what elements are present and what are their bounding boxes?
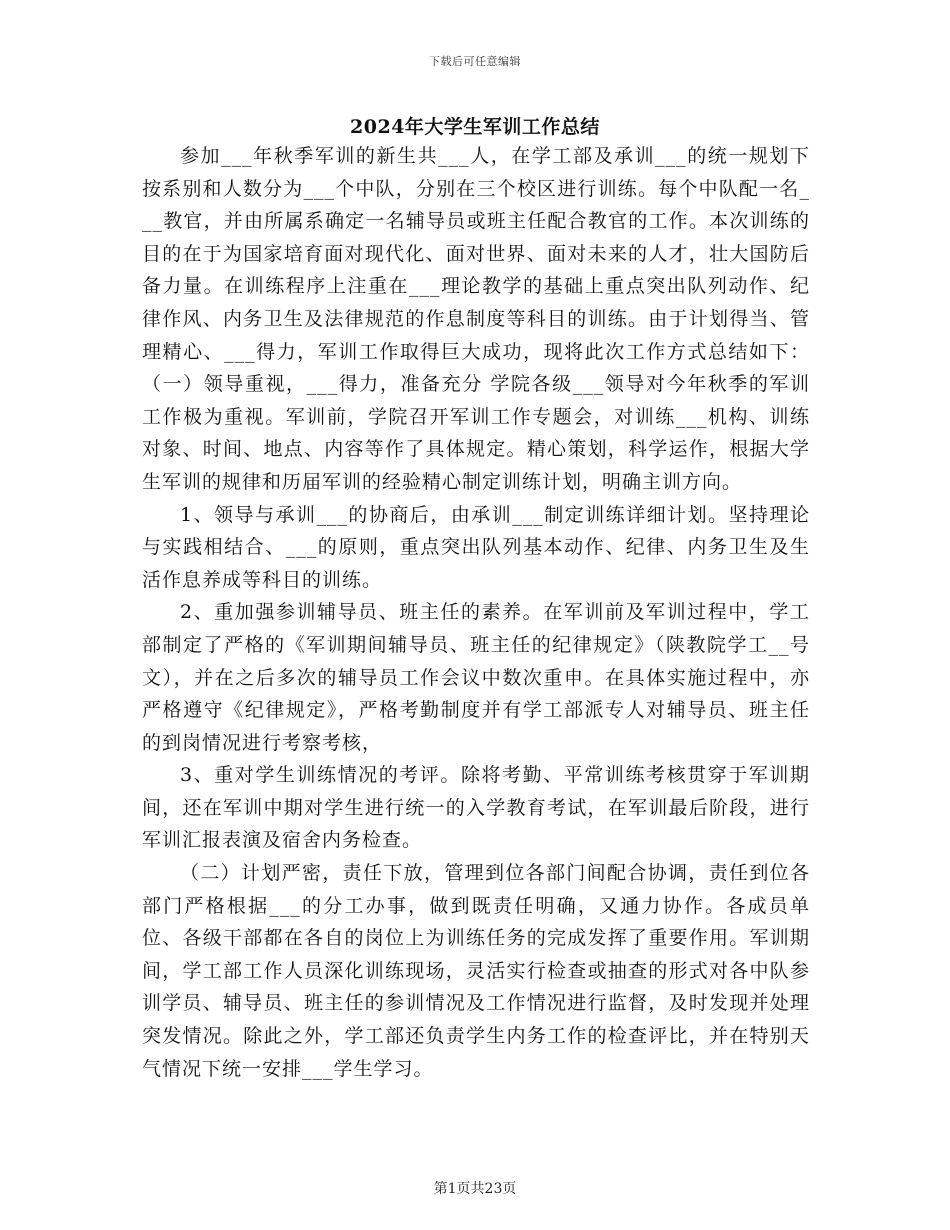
document-title: 2024年大学生军训工作总结 xyxy=(350,116,600,138)
document-body xyxy=(142,140,810,1085)
paragraph-intro: 参加___年秋季军训的新生共___人，在学工部及承训___的统一规划下按系别和人数分为___个中队，分别在三个校区进行训练。每个中队配一名___教官，并由所属系确定一名辅导员或班主任配合教官的工作。本次训练的目的在于为国家培育面对现代化、面对世界、面对未来的人才，壮大国防后备力量。在训练程序上注重在___理论教学的基础上重点突出队列动作、纪律作风、内务卫生及法律规范的作息制度等科目的训练。由于计划得当、管理精心、___得力，军训工作取得巨大成功，现将此次工作方式总结如下：（一）领导重视，___得力，准备充分 学院各级___领导对今年秋季的军训工作极为重视。军训前，学院召开军训工作专题会，对训练___机构、训练对象、时间、地点、内容等作了具体规定。精心策划，科学运作，根据大学生军训的规律和历届军训的经验精心制定训练计划，明确主训方向。 xyxy=(142,145,810,493)
paragraph-item-3: 3、重对学生训练情况的考评。除将考勤、平常训练考核贯穿于军训期间，还在军训中期对学生进行统一的入学教育考试，在军训最后阶段，进行军训汇报表演及宿舍内务检查。 xyxy=(142,764,810,852)
paragraph-section-2: （二）计划严密，责任下放，管理到位各部门间配合协调，责任到位各部门严格根据___的分工办事，做到既责任明确，又通力协作。各成员单位、各级干部都在各自的岗位上为训练任务的完成发挥了重要作用。军训期间，学工部工作人员深化训练现场，灵活实行检查或抽查的形式对各中队参训学员、辅导员、班主任的参训情况及工作情况进行监督，及时发现并处理突发情况。除此之外，学工部还负责学生内务工作的检查评比，并在特别天气情况下统一安排___学生学习。 xyxy=(142,862,810,1080)
paragraph-item-2: 2、重加强参训辅导员、班主任的素养。在军训前及军训过程中，学工部制定了严格的《军训期间辅导员、班主任的纪律规定》（陕教院学工__号文），并在之后多次的辅导员工作会议中数次重申。在具体实施过程中，亦严格遵守《纪律规定》，严格考勤制度并有学工部派专人对辅导员、班主任的到岗情况进行考察考核， xyxy=(142,601,810,754)
page-number: 第1页共23页 xyxy=(433,1181,517,1197)
paragraph-item-1: 1、领导与承训___的协商后，由承训___制定训练详细计划。坚持理论与实践相结合、___的原则，重点突出队列基本动作、纪律、内务卫生及生活作息养成等科目的训练。 xyxy=(142,503,810,591)
page-header-note: 下载后可任意编辑 xyxy=(429,55,521,68)
